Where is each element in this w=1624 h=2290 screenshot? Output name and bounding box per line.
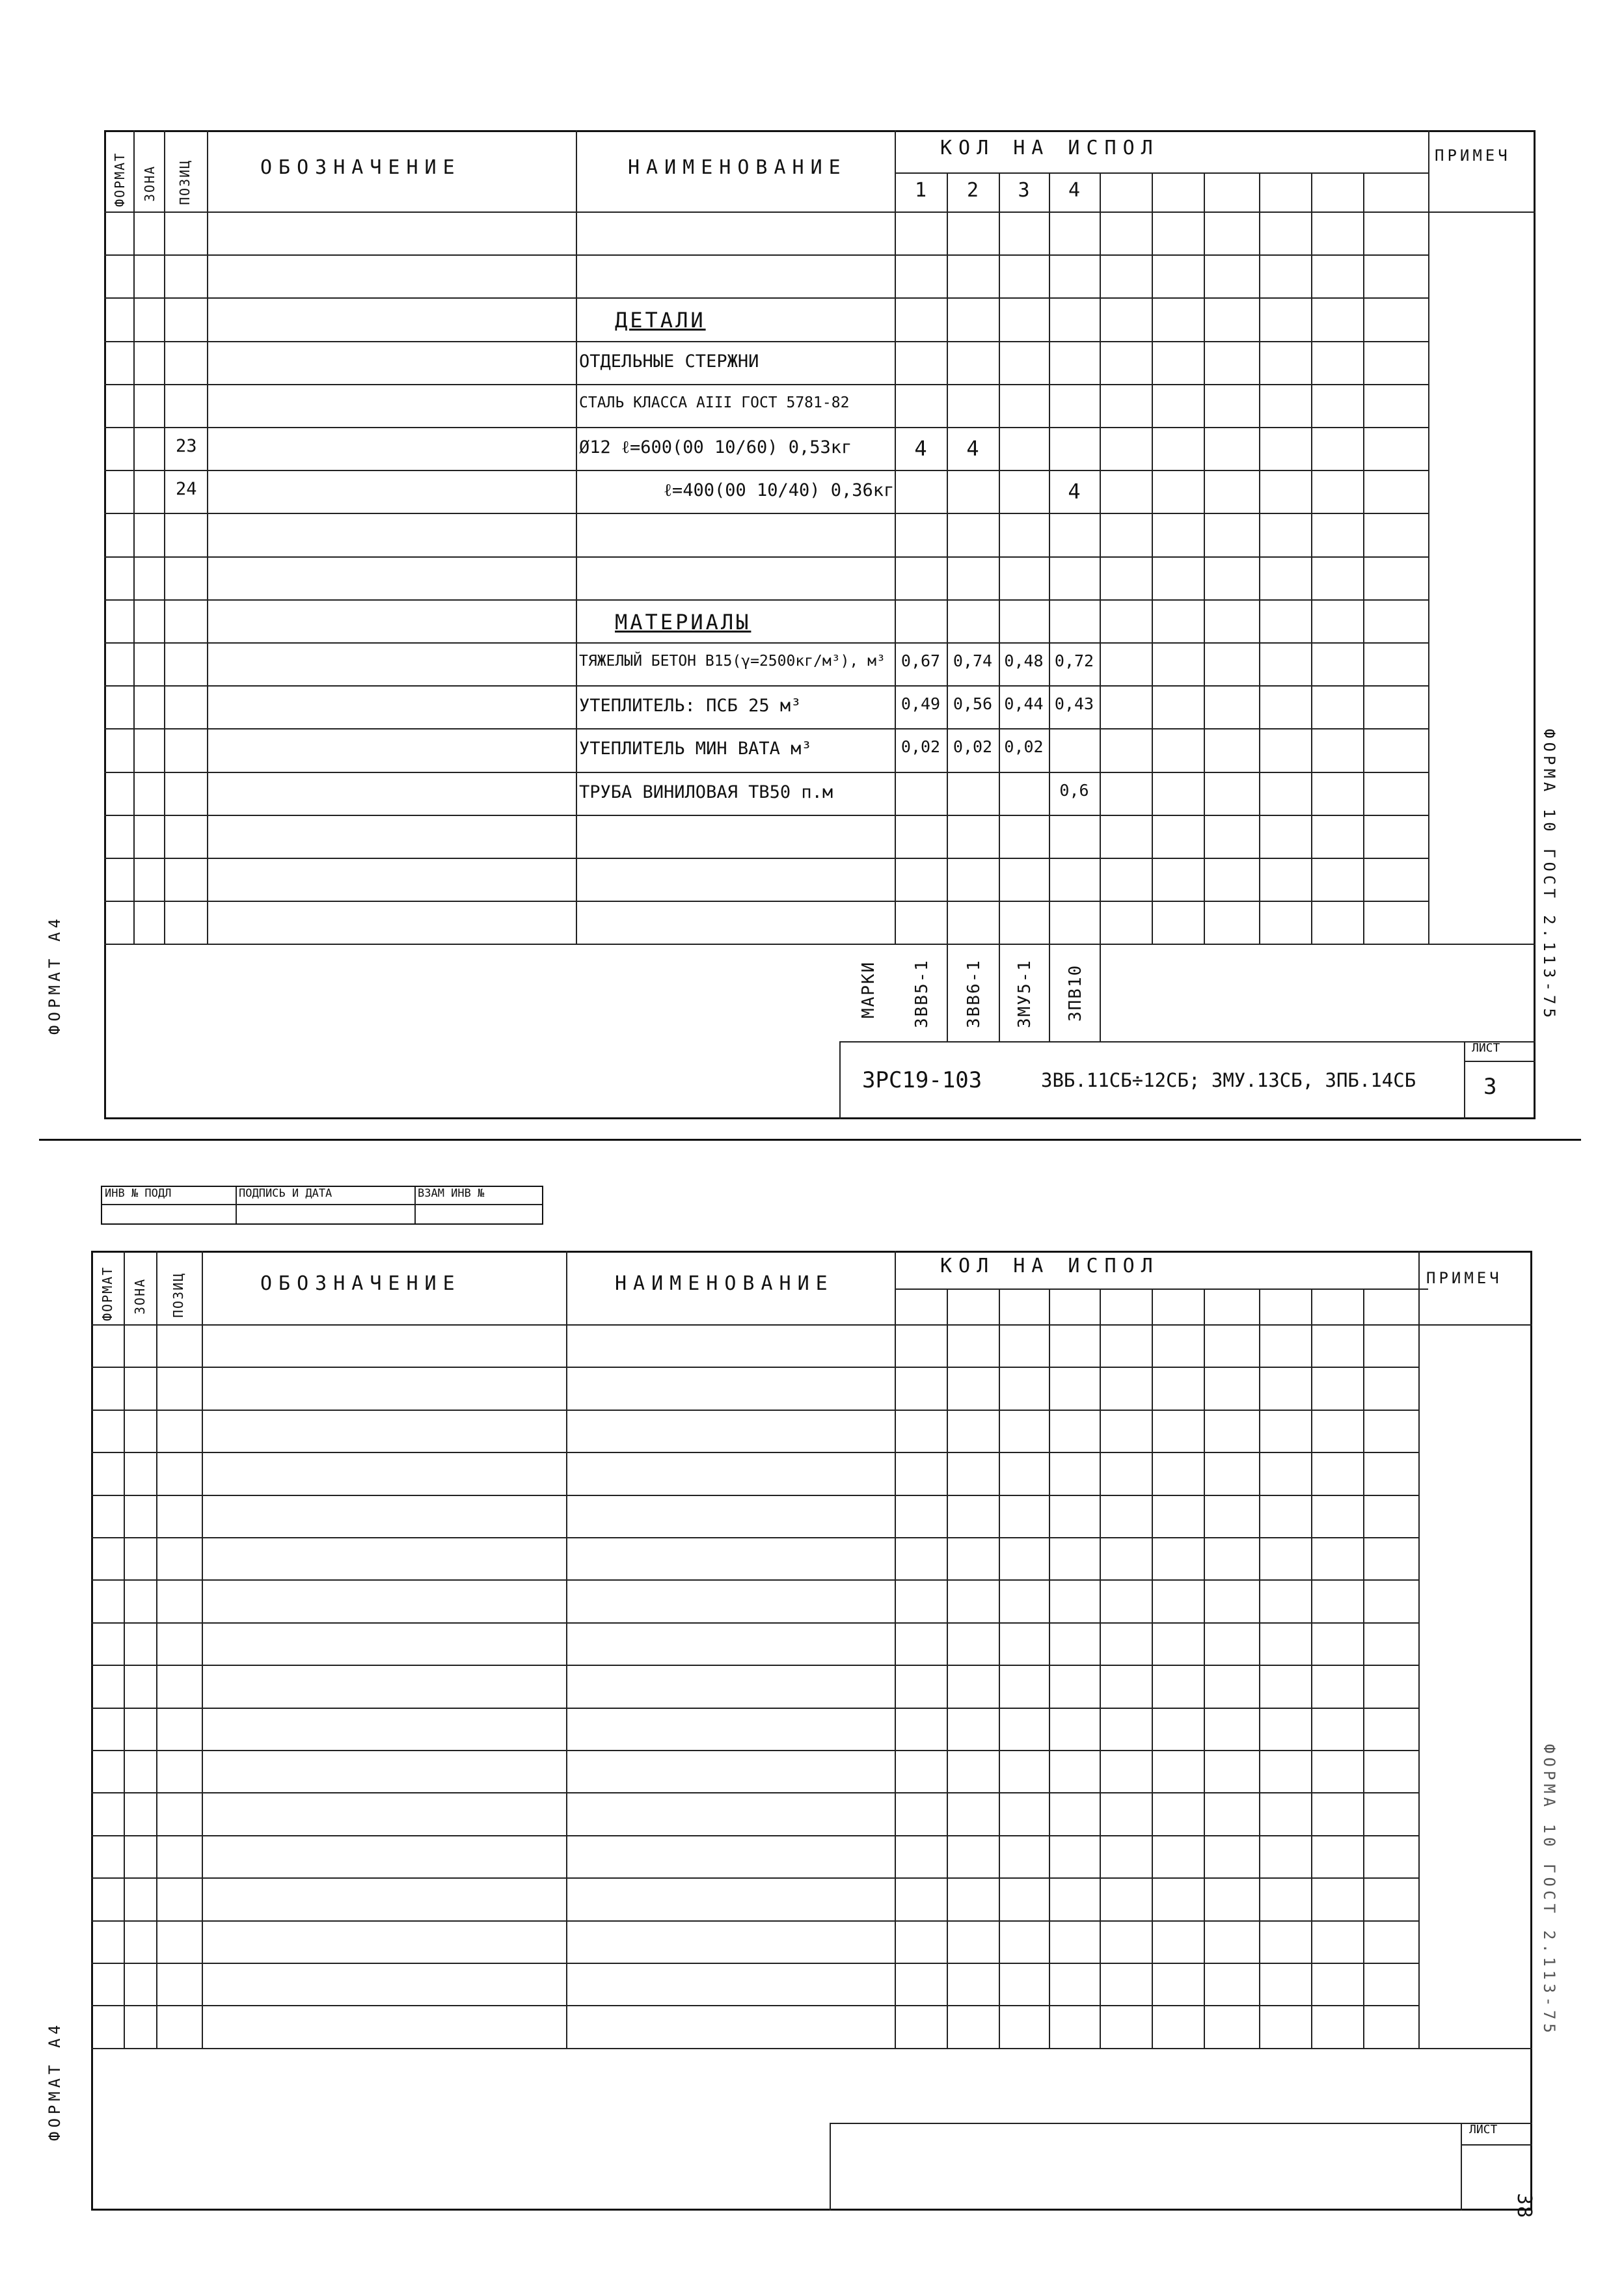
row-name: Ø12 ℓ=600(00 10/60) 0,53кг: [579, 437, 852, 457]
col-note-label: ПРИМЕЧ: [1426, 1269, 1502, 1287]
qty-value: 0,72: [1054, 651, 1094, 670]
table-row: [91, 1579, 1418, 1581]
col-format-label: ФОРМАТ: [100, 1266, 115, 1321]
table-row: [91, 1877, 1418, 1879]
row-name: ТРУБА ВИНИЛОВАЯ ТВ50 п.м: [579, 782, 833, 802]
col-format-label: ФОРМАТ: [112, 152, 128, 207]
table-row: [91, 1622, 1418, 1624]
marks-label: МАРКИ: [859, 961, 878, 1018]
table-row: [91, 1537, 1418, 1538]
exec-num: 4: [1068, 179, 1081, 202]
spec-sheet-1: [104, 130, 1536, 1119]
row-name: ТЯЖЕЛЫЙ БЕТОН В15(γ=2500кг/м³), м³: [579, 653, 886, 670]
stamp-replace-label: ВЗАМ ИНВ №: [418, 1187, 485, 1200]
table-row: [91, 1665, 1418, 1666]
table-row: [91, 1750, 1418, 1751]
qty-value: 0,02: [1004, 737, 1044, 757]
table-row: [91, 1495, 1418, 1496]
table-row: [91, 1410, 1418, 1411]
title-description: 3ВБ.11СБ÷12СБ; 3МУ.13СБ, 3ПБ.14СБ: [1041, 1069, 1416, 1091]
side-format-label: ФОРМАТ А4: [46, 914, 64, 1035]
qty-value: 4: [914, 436, 927, 461]
table-row: [91, 1708, 1418, 1709]
qty-value: 0,74: [953, 651, 993, 670]
stamp-inv-label: ИНВ № ПОДЛ: [105, 1187, 172, 1200]
row-position: 24: [176, 479, 197, 500]
row-name: СТАЛЬ КЛАССА АIII ГОСТ 5781-82: [579, 394, 850, 411]
sheet-label: ЛИСТ: [1469, 2123, 1498, 2136]
row-name: ℓ=400(00 10/40) 0,36кг: [664, 480, 895, 501]
spec-sheet-2: [91, 1251, 1532, 2211]
exec-num: 1: [914, 179, 927, 202]
section-heading: ДЕТАЛИ: [615, 308, 706, 333]
table-row: [91, 1920, 1418, 1922]
page-number: 38: [1513, 2193, 1536, 2220]
row-name: ОТДЕЛЬНЫЕ СТЕРЖНИ: [579, 351, 759, 372]
exec-num: 3: [1018, 179, 1030, 202]
sheet-number: 3: [1483, 1074, 1497, 1100]
qty-value: 0,49: [900, 694, 941, 714]
table-row: [91, 2005, 1418, 2006]
table-row: [91, 1792, 1418, 1793]
table-row: [91, 1835, 1418, 1836]
qty-header-split: [895, 172, 1428, 174]
col-pos-label: ПОЗИЦ: [170, 1272, 186, 1318]
page-divider: [39, 1139, 1581, 1141]
mark-item: 3МУ5-1: [1015, 959, 1035, 1028]
col-pos-label: ПОЗИЦ: [177, 159, 193, 205]
side-form-label: ФОРМА 10 ГОСТ 2.113-75: [1540, 729, 1558, 1022]
qty-value: 0,48: [1004, 651, 1044, 670]
col-name-label: НАИМЕНОВАНИЕ: [615, 1272, 834, 1295]
table-row: [91, 1963, 1418, 1964]
side-form-label: ФОРМА 10 ГОСТ 2.113-75: [1540, 1744, 1558, 2037]
section-heading: МАТЕРИАЛЫ: [615, 609, 751, 634]
col-designation-label: ОБОЗНАЧЕНИЕ: [260, 1272, 461, 1295]
row-name: УТЕПЛИТЕЛЬ: ПСБ 25 м³: [579, 696, 802, 716]
qty-value: 0,02: [900, 737, 941, 757]
mark-item: 3ПВ10: [1066, 964, 1085, 1022]
table-row: [91, 1367, 1418, 1368]
header-bottom: [104, 211, 1536, 213]
qty-value: 0,56: [953, 694, 993, 714]
qty-value: 0,43: [1054, 694, 1094, 714]
mark-item: 3ВВ6-1: [964, 959, 984, 1028]
col-zone-label: ЗОНА: [132, 1277, 148, 1315]
qty-value: 4: [966, 436, 979, 461]
col-qty-label: КОЛ НА ИСПОЛ: [940, 1255, 1159, 1277]
row-position: 23: [176, 436, 197, 456]
side-format-label: ФОРМАТ А4: [46, 2021, 64, 2141]
table-row: [91, 2048, 1418, 2049]
qty-value: 4: [1068, 479, 1081, 504]
col-designation-label: ОБОЗНАЧЕНИЕ: [260, 156, 461, 179]
table-row: [91, 1452, 1418, 1453]
col-zone-label: ЗОНА: [142, 165, 157, 202]
exec-num: 2: [966, 179, 979, 202]
title-code: 3РС19-103: [862, 1067, 982, 1093]
qty-value: 0,44: [1004, 694, 1044, 714]
col-name-label: НАИМЕНОВАНИЕ: [628, 156, 847, 179]
qty-value: 0,02: [953, 737, 993, 757]
mark-item: 3ВВ5-1: [912, 959, 932, 1028]
row-name: УТЕПЛИТЕЛЬ МИН ВАТА м³: [579, 739, 812, 759]
col-note-label: ПРИМЕЧ: [1435, 146, 1511, 165]
approval-stamp: [101, 1186, 543, 1225]
qty-value: 0,67: [900, 651, 941, 670]
stamp-sign-label: ПОДПИСЬ И ДАТА: [239, 1187, 332, 1200]
sheet-label: ЛИСТ: [1472, 1041, 1500, 1055]
col-qty-label: КОЛ НА ИСПОЛ: [940, 137, 1159, 159]
qty-value: 0,6: [1059, 780, 1089, 800]
